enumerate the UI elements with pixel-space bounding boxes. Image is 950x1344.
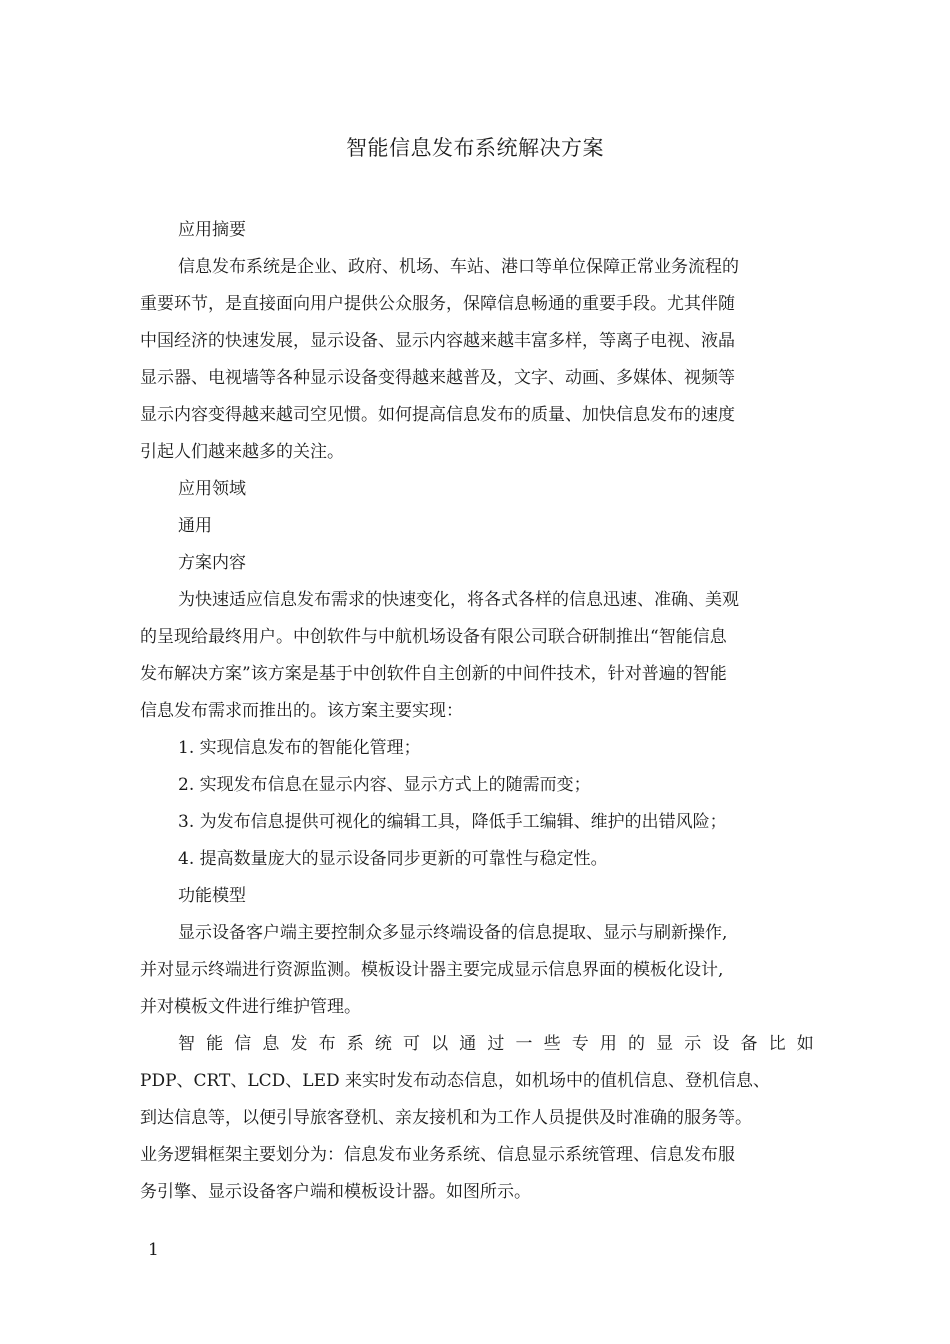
list-item: 2. 实现发布信息在显示内容、显示方式上的随需而变；: [178, 775, 591, 795]
paragraph-line: 重要环节，是直接面向用户提供公众服务，保障信息畅通的重要手段。尤其伴随: [140, 294, 735, 314]
paragraph-line: 并对显示终端进行资源监测。模板设计器主要完成显示信息界面的模板化设计,: [140, 960, 724, 980]
paragraph-line-justified: [140, 1026, 814, 1063]
document-body: [140, 212, 814, 1211]
document-title: 智能信息发布系统解决方案: [346, 136, 604, 160]
section-heading-content: 方案内容: [178, 553, 246, 573]
domain-value: 通用: [178, 516, 212, 536]
section-heading-summary: 应用摘要: [178, 220, 246, 240]
numbered-list: [140, 730, 814, 878]
content-paragraph: [140, 582, 814, 730]
justified-char: 信: [234, 1034, 252, 1054]
section-heading-domain: 应用领域: [178, 479, 246, 499]
model-paragraph-1: [140, 915, 814, 1026]
justified-char: 些: [543, 1034, 561, 1054]
justified-char: 系: [346, 1034, 364, 1054]
paragraph-line: 信息发布系统是企业、政府、机场、车站、港口等单位保障正常业务流程的: [178, 257, 739, 277]
paragraph-line: 引起人们越来越多的关注。: [140, 442, 344, 462]
paragraph-line: 显示设备客户端主要控制众多显示终端设备的信息提取、显示与刷新操作,: [178, 923, 728, 943]
section-heading-model: 功能模型: [178, 886, 246, 906]
paragraph-line: 显示内容变得越来越司空见惯。如何提高信息发布的质量、加快信息发布的速度: [140, 405, 735, 425]
justified-char: 智: [178, 1034, 195, 1054]
paragraph-line: 并对模板文件进行维护管理。: [140, 997, 361, 1017]
paragraph-line: 中国经济的快速发展，显示设备、显示内容越来越丰富多样，等离子电视、液晶: [140, 331, 735, 351]
paragraph-line: 信息发布需求而推出的。该方案主要实现：: [140, 701, 463, 721]
justified-char: 一: [515, 1034, 533, 1054]
justified-char: 以: [431, 1034, 449, 1054]
model-paragraph-2: [140, 1026, 814, 1211]
justified-char: 布: [318, 1034, 336, 1054]
list-item: 1. 实现信息发布的智能化管理；: [178, 738, 421, 758]
justified-char: 设: [712, 1034, 730, 1054]
paragraph-line: 为快速适应信息发布需求的快速变化，将各式各样的信息迅速、准确、美观: [178, 590, 739, 610]
paragraph-line: 业务逻辑框架主要划分为：信息发布业务系统、信息显示系统管理、信息发布服: [140, 1145, 735, 1165]
paragraph-line: 务引擎、显示设备客户端和模板设计器。如图所示。: [140, 1182, 531, 1202]
justified-char: 可: [403, 1034, 420, 1054]
paragraph-line: 显示器、电视墙等各种显示设备变得越来越普及，文字、动画、多媒体、视频等: [140, 368, 735, 388]
summary-paragraph: [140, 249, 814, 471]
justified-char: 显: [656, 1034, 674, 1054]
justified-char: 专: [571, 1034, 589, 1054]
list-item: 3. 为发布信息提供可视化的编辑工具，降低手工编辑、维护的出错风险；: [178, 812, 727, 832]
justified-char: 如: [796, 1034, 814, 1054]
justified-char: 息: [262, 1034, 280, 1054]
justified-char: 过: [487, 1034, 505, 1054]
justified-char: 示: [684, 1034, 702, 1054]
paragraph-line: 的呈现给最终用户。中创软件与中航机场设备有限公司联合研制推出“智能信息: [140, 627, 727, 647]
justified-char: 通: [459, 1034, 477, 1054]
justified-char: 备: [740, 1034, 758, 1054]
justified-char: 能: [206, 1034, 224, 1054]
list-item: 4. 提高数量庞大的显示设备同步更新的可靠性与稳定性。: [178, 849, 608, 869]
paragraph-line: 发布解决方案”该方案是基于中创软件自主创新的中间件技术，针对普遍的智能: [140, 664, 727, 684]
justified-char: 比: [768, 1034, 786, 1054]
paragraph-line: PDP、CRT、LCD、LED 来实时发布动态信息，如机场中的值机信息、登机信息、: [140, 1071, 771, 1091]
paragraph-line: 到达信息等，以便引导旅客登机、亲友接机和为工作人员提供及时准确的服务等。: [140, 1108, 752, 1128]
justified-char: 统: [374, 1034, 392, 1054]
justified-char: 用: [599, 1034, 617, 1054]
justified-char: 发: [290, 1034, 308, 1054]
page-number: 1: [148, 1240, 159, 1260]
justified-char: 的: [628, 1034, 645, 1054]
